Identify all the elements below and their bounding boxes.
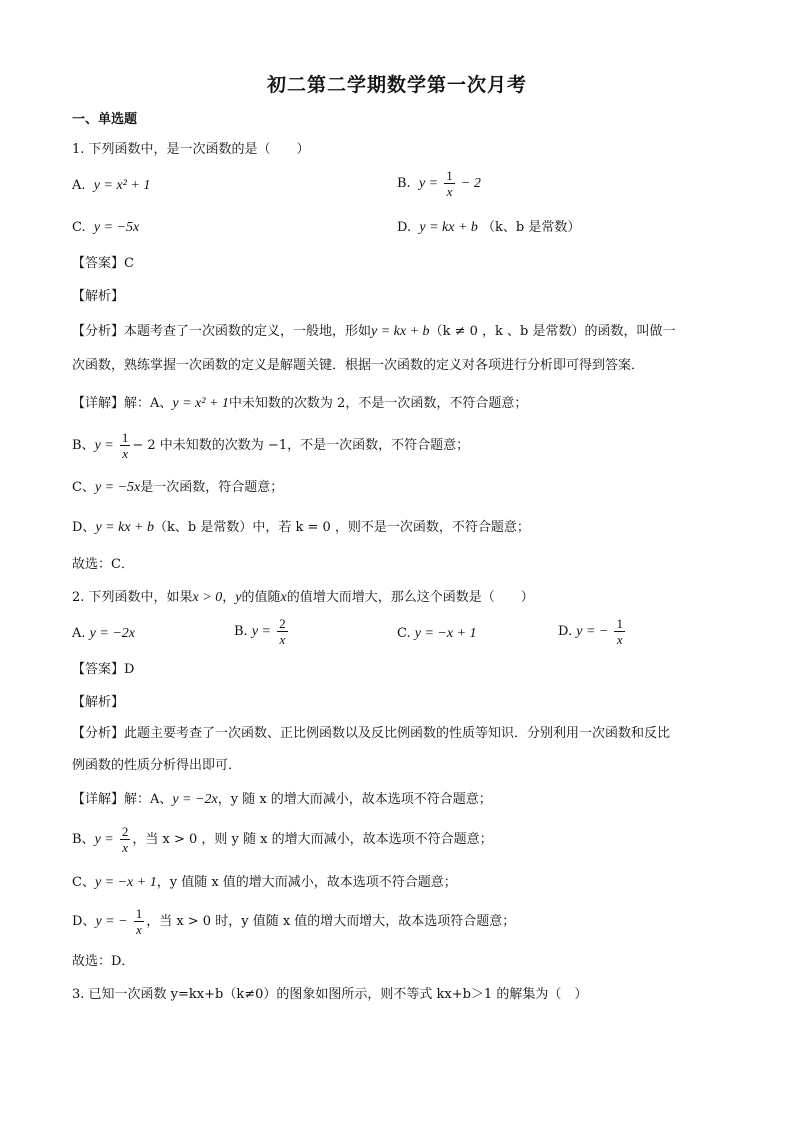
q2-analysis-heading: 【解析】	[72, 695, 125, 710]
q2-detail-a: 【详解】解：A、y = −2x，y 随 x 的增大而减小，故本选项不符合题意；	[72, 792, 492, 807]
math-expr: y = x² + 1	[93, 178, 151, 193]
q1-detail-a: 【详解】解：A、y = x² + 1中未知数的次数为 2，不是一次函数，不符合题意；	[72, 396, 528, 411]
q1-choose: 故选：C．	[72, 557, 134, 572]
q1-fenxi-line1: 【分析】本题考查了一次函数的定义，一般地，形如y = kx + b（k ≠ 0 ，k 、b 是常数）的函数，叫做一	[72, 324, 676, 339]
fraction: $\frac{2}{x}$	[279, 616, 286, 647]
math-expr: y = kx + b	[95, 520, 154, 535]
section-heading: 一、单选题	[72, 112, 138, 127]
q1-stem: 1. 下列函数中，是一次函数的是（ ）	[72, 142, 310, 157]
q2-option-a: A. y = −2x	[72, 626, 135, 641]
q1-option-a	[72, 176, 150, 196]
q2-fenxi-line2: 例函数的性质分析得出即可．	[72, 758, 242, 773]
option-label: D.	[397, 220, 412, 235]
math-expr: y = x² + 1	[172, 396, 229, 411]
q2-option-d: D. y = − $\frac{1}{x}$	[558, 616, 623, 647]
note: （k、b 是常数）	[482, 220, 581, 235]
math-expr: y = −5x	[93, 220, 140, 235]
math-expr: y =	[418, 176, 439, 191]
q2-fenxi-line1: 【分析】此题主要考查了一次函数、正比例函数以及反比例函数的性质等知识．分别利用一次函数和反比	[72, 726, 671, 741]
q2-choose: 故选：D．	[72, 954, 135, 969]
q1-fenxi-line2: 次函数，熟练掌握一次函数的定义是解题关键．根据一次函数的定义对各项进行分析即可得到答案．	[72, 358, 645, 373]
q1-detail-c: C、y = −5x是一次函数，符合题意；	[72, 480, 284, 495]
math-expr: y = kx + b	[371, 324, 430, 339]
q3-stem: 3. 已知一次函数 y=kx+b（k≠0）的图象如图所示，则不等式 kx+b＞1 的解集为（ ）	[72, 987, 588, 1002]
q2-detail-b: B、y = $\frac{2}{x}$ ，当 x > 0 ，则 y 随 x 的增大而减小，故本选项不符合题意；	[72, 824, 493, 855]
q2-detail-c: C、y = −x + 1，y 值随 x 值的增大而减小，故本选项不符合题意；	[72, 875, 457, 890]
q1-option-b	[397, 168, 481, 199]
page-title: 初二第二学期数学第一次月考	[266, 74, 527, 96]
option-label: A.	[72, 178, 86, 193]
math-expr: y = kx + b	[419, 220, 478, 235]
q2-answer: 【答案】D	[72, 662, 135, 677]
q1-detail-d: D、y = kx + b（k、b 是常数）中，若 k = 0 ，则不是一次函数，不符合题意；	[72, 520, 530, 535]
q2-detail-d: D、y = − $\frac{1}{x}$ ，当 x > 0 时，y 值随 x 值的增大而增大，故本选项符合题意；	[72, 906, 516, 937]
option-label: C.	[72, 220, 86, 235]
fraction: $\frac{1}{x}$	[135, 906, 143, 937]
math-expr: − 2	[460, 176, 481, 191]
fraction: $\frac{1}{x}$	[616, 616, 623, 647]
q2-stem: 2. 下列函数中，如果x > 0，y的值随x的值增大而增大，那么这个函数是（ ）	[72, 590, 534, 605]
fraction: $\frac{2}{x}$	[121, 824, 129, 855]
fraction: $\frac{1}{x}$	[446, 168, 453, 199]
math-expr: y = −5x	[94, 480, 141, 495]
q1-option-d	[397, 218, 580, 238]
q2-option-c: C. y = −x + 1	[397, 626, 477, 641]
q1-answer: 【答案】C	[72, 256, 134, 271]
option-label: B.	[397, 176, 411, 191]
q2-option-b: B. y = $\frac{2}{x}$	[234, 616, 286, 647]
q1-option-c	[72, 218, 139, 238]
fraction: $\frac{1}{x}$	[121, 430, 129, 461]
q1-analysis-heading: 【解析】	[72, 289, 125, 304]
q1-detail-b: B、y = $\frac{1}{x}$ − 2 中未知数的次数为 −1，不是一次函数，不符合题意；	[72, 430, 470, 461]
